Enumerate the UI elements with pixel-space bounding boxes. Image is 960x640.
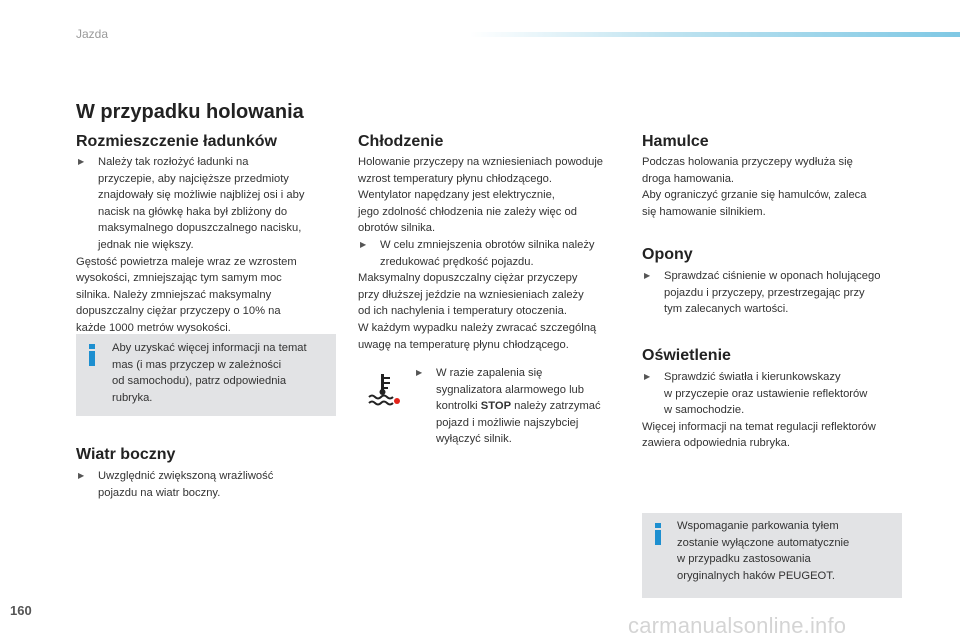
text-line: W razie zapalenia się xyxy=(436,367,543,379)
text-line: Sprawdzać ciśnienie w oponach holującego xyxy=(664,270,881,282)
bullet-item xyxy=(358,237,630,270)
bullet-arrow-icon: ▶ xyxy=(78,471,85,480)
heading-brakes: Hamulce xyxy=(642,133,709,150)
text-line: wzrost temperatury płynu chłodzącego. xyxy=(358,172,553,185)
text-line: droga hamowania. xyxy=(642,172,735,185)
info-icon xyxy=(88,344,96,366)
info-box-parking-assist xyxy=(642,513,902,598)
load-distribution-text xyxy=(76,154,346,337)
text-line: pojazdu na wiatr boczny. xyxy=(98,486,221,499)
text-line: obrotów silnika. xyxy=(358,222,436,235)
text-line: w przypadku zastosowania xyxy=(677,553,811,566)
brakes-text xyxy=(642,154,912,220)
text-line: dopuszczalny ciężar przyczepy o 10% na xyxy=(76,305,281,318)
heading-lighting: Oświetlenie xyxy=(642,347,731,364)
text-line: oryginalnych haków PEUGEOT. xyxy=(677,569,835,582)
header-bar xyxy=(470,32,960,37)
text-line: zawiera odpowiednia rubryka. xyxy=(642,437,791,450)
bullet-item xyxy=(642,268,912,318)
text-line: sygnalizatora alarmowego lub xyxy=(436,383,585,396)
text-line: jego zdolność chłodzenia nie zależy więc od xyxy=(358,205,577,218)
chapter-label: Jazda xyxy=(76,27,109,41)
text-line: Sprawdzić światła i kierunkowskazy xyxy=(664,371,841,383)
text-line: Należy tak rozłożyć ładunki na xyxy=(98,156,249,168)
text-line: Uwzględnić zwiększoną wrażliwość xyxy=(98,470,274,482)
bullet-arrow-icon: ▶ xyxy=(644,271,651,280)
heading-cooling: Chłodzenie xyxy=(358,133,444,150)
text-line: tym zalecanych wartości. xyxy=(664,303,789,316)
bullet-item xyxy=(642,369,917,419)
text-line: w samochodzie. xyxy=(664,404,745,417)
text-line: jednak nie większy. xyxy=(98,238,194,251)
text-fragment: należy zatrzymać xyxy=(511,400,601,413)
text-line: wysokości, zmniejszając tym samym moc xyxy=(76,272,282,285)
text-fragment: kontrolki xyxy=(436,400,481,413)
text-line: nacisk na główkę haka był zbliżony do xyxy=(98,205,288,218)
text-line: wyłączyć silnik. xyxy=(436,433,512,446)
text-line: Więcej informacji na temat regulacji reflektorów xyxy=(642,420,876,433)
text-line: Podczas holowania przyczepy wydłuża się xyxy=(642,156,853,168)
text-line: się hamowanie silnikiem. xyxy=(642,205,766,218)
info-icon xyxy=(654,523,662,545)
text-line: silnika. Należy zmniejszać maksymalny xyxy=(76,288,272,301)
page-number: 160 xyxy=(10,603,32,618)
text-line: każde 1000 metrów wysokości. xyxy=(76,321,231,334)
page-title: W przypadku holowania xyxy=(76,101,304,123)
cooling-warning-text xyxy=(414,365,639,448)
text-line: Maksymalny dopuszczalny ciężar przyczepy xyxy=(358,272,578,285)
heading-load-distribution: Rozmieszczenie ładunków xyxy=(76,133,277,150)
watermark: carmanualsonline.info xyxy=(628,613,847,638)
bullet-arrow-icon: ▶ xyxy=(78,157,85,166)
text-line: W celu zmniejszenia obrotów silnika należy xyxy=(380,238,595,251)
lighting-text xyxy=(642,369,917,452)
text-line: pojazdu i przyczepy, przestrzegając przy xyxy=(664,286,865,299)
text-line: Holowanie przyczepy na wzniesieniach powoduje xyxy=(358,156,604,168)
text-line: od ich nachylenia i temperatury otoczenia. xyxy=(358,305,567,318)
text-line: zredukować prędkość pojazdu. xyxy=(380,255,534,268)
text-line: mas (i mas przyczep w zależności xyxy=(112,358,282,371)
bullet-arrow-icon: ▶ xyxy=(416,368,423,377)
coolant-temperature-warning-icon xyxy=(366,372,402,408)
text-line: pojazd i możliwie najszybciej xyxy=(436,416,579,429)
text-line: maksymalnego dopuszczalnego nacisku, xyxy=(98,222,302,235)
heading-crosswind: Wiatr boczny xyxy=(76,446,176,463)
bullet-arrow-icon: ▶ xyxy=(360,239,367,249)
bullet-item xyxy=(76,468,346,501)
bullet-arrow-icon: ▶ xyxy=(644,372,651,381)
text-line: przyczepie, aby najcięższe przedmioty xyxy=(98,172,289,185)
text-line: rubryka. xyxy=(112,391,153,404)
text-line: Wentylator napędzany jest elektrycznie, xyxy=(358,189,555,202)
text-line xyxy=(436,398,639,415)
info-box-masses xyxy=(76,334,336,416)
text-line: Gęstość powietrza maleje wraz ze wzrostem xyxy=(76,255,297,268)
heading-tyres: Opony xyxy=(642,246,693,263)
text-line: zostanie wyłączone automatycznie xyxy=(677,536,850,549)
crosswind-text xyxy=(76,468,346,501)
bullet-item xyxy=(414,365,639,448)
text-line: W każdym wypadku należy zwracać szczególną xyxy=(358,321,597,334)
text-line: znajdowały się możliwie najbliżej osi i aby xyxy=(98,189,305,202)
tyres-text xyxy=(642,268,912,318)
text-line: uwagę na temperaturę płynu chłodzącego. xyxy=(358,338,569,351)
stop-keyword: STOP xyxy=(480,400,512,413)
cooling-text xyxy=(358,154,630,353)
text-line: Aby uzyskać więcej informacji na temat xyxy=(112,342,307,354)
text-line: Wspomaganie parkowania tyłem xyxy=(677,520,839,532)
text-line: od samochodu), patrz odpowiednia xyxy=(112,375,287,388)
bullet-item xyxy=(76,154,346,254)
text-line: w przyczepie oraz ustawienie reflektorów xyxy=(664,387,868,400)
text-line: Aby ograniczyć grzanie się hamulców, zaleca xyxy=(642,189,867,202)
text-line: przy dłuższej jeździe na wzniesieniach zależy xyxy=(358,288,584,301)
